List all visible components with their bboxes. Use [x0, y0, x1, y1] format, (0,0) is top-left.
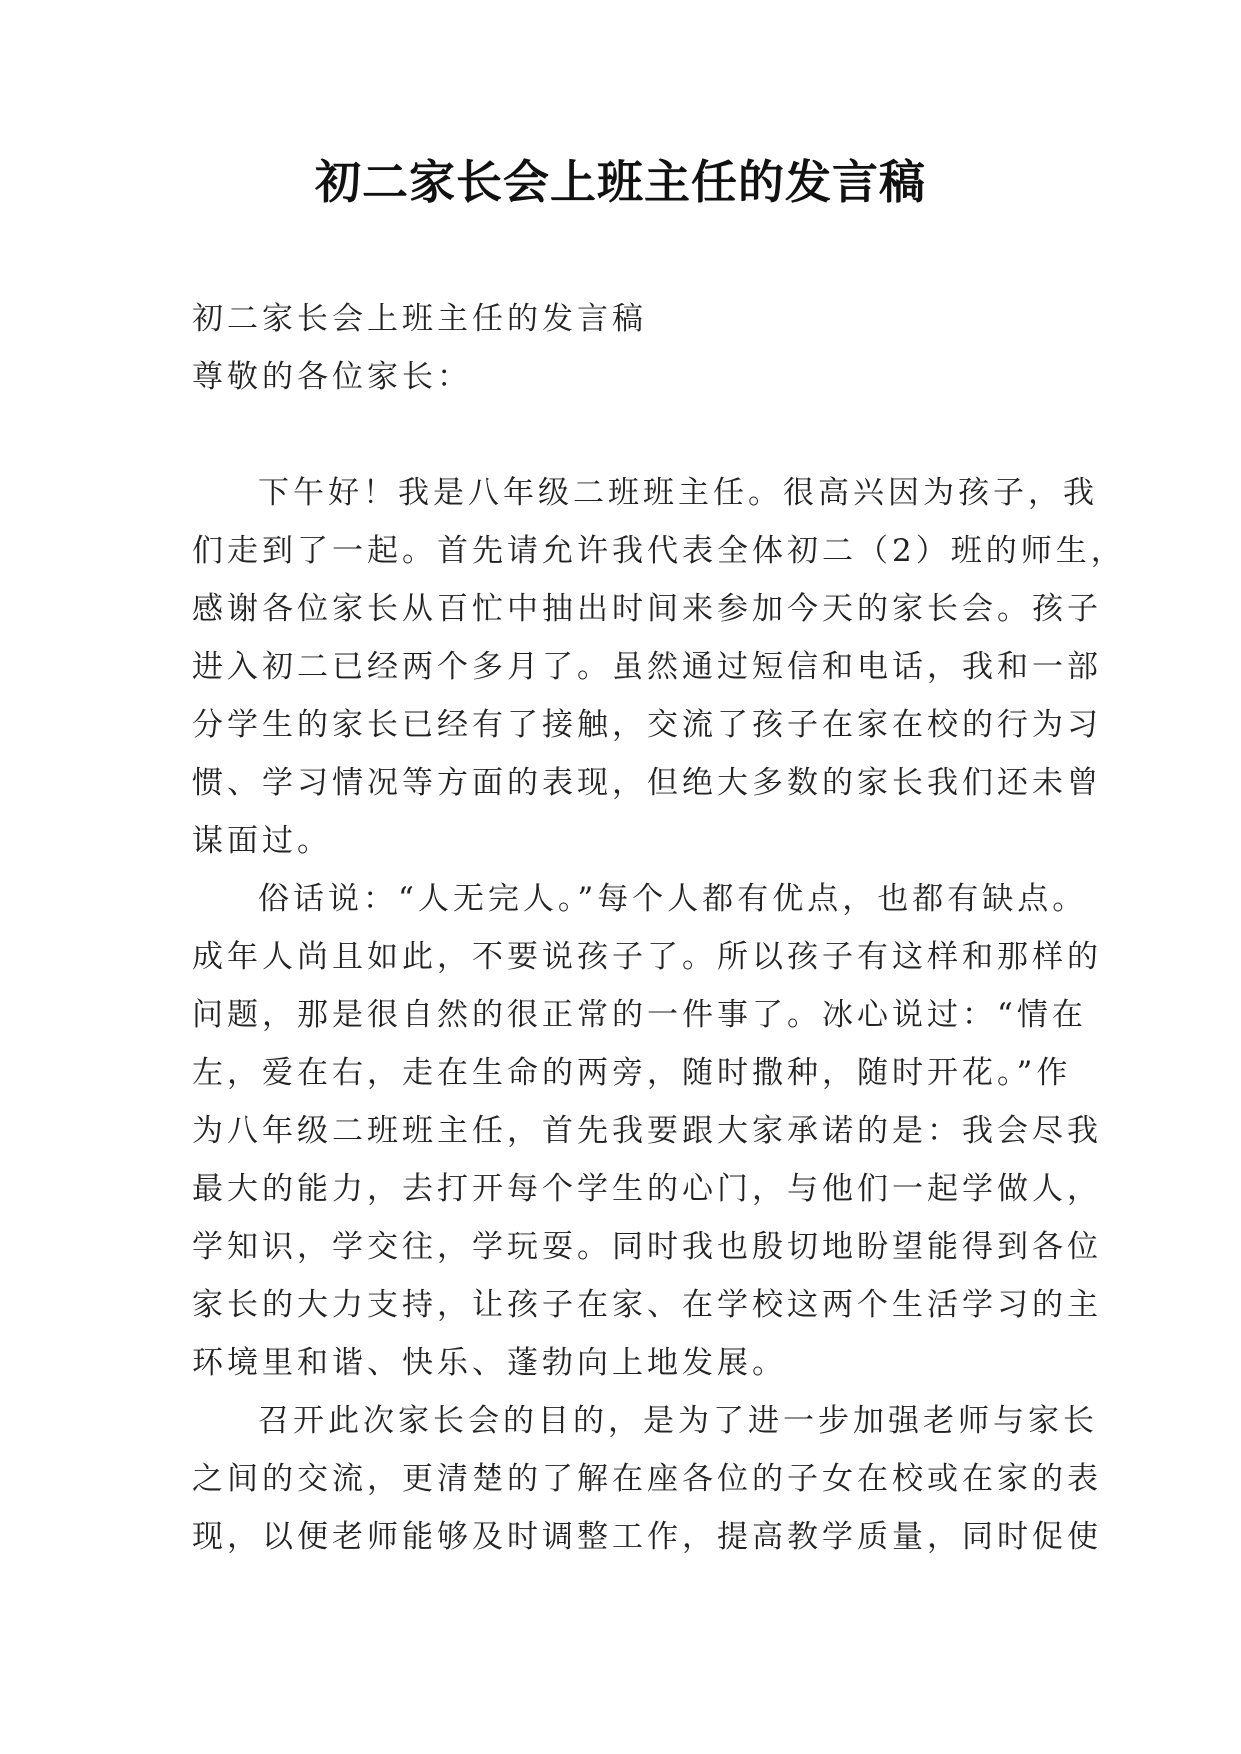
document-title: 初二家长会上班主任的发言稿 — [315, 155, 926, 209]
paragraph-line: 分学生的家长已经有了接触，交流了孩子在家在校的行为习 — [192, 707, 1102, 743]
paragraph-line: 召开此次家长会的目的，是为了进一步加强老师与家长 — [258, 1403, 1098, 1439]
paragraph-line: 现，以便老师能够及时调整工作，提高教学质量，同时促使 — [192, 1519, 1102, 1555]
paragraph-line: 问题，那是很自然的很正常的一件事了。冰心说过：“情在 — [192, 997, 1087, 1033]
paragraph-line: 俗话说：“人无完人。”每个人都有优点，也都有缺点。 — [258, 881, 1088, 917]
paragraph-line: 左，爱在右，走在生命的两旁，随时撒种，随时开花。”作 — [192, 1055, 1072, 1091]
blank-line — [192, 406, 1072, 464]
paragraph-line: 谋面过。 — [192, 823, 332, 859]
paragraph-line: 为八年级二班班主任，首先我要跟大家承诺的是：我会尽我 — [192, 1113, 1102, 1149]
paragraph-line: 学知识，学交往，学玩耍。同时我也殷切地盼望能得到各位 — [192, 1229, 1102, 1265]
document-body — [192, 290, 1126, 1566]
paragraph-line: 环境里和谐、快乐、蓬勃向上地发展。 — [192, 1345, 787, 1381]
paragraph-line: 感谢各位家长从百忙中抽出时间来参加今天的家长会。孩子 — [192, 591, 1102, 627]
paragraph-line: 家长的大力支持，让孩子在家、在学校这两个生活学习的主 — [192, 1287, 1102, 1323]
paragraph-line: 之间的交流，更清楚的了解在座各位的子女在校或在家的表 — [192, 1461, 1102, 1497]
paragraph-line: 下午好！我是八年级二班班主任。很高兴因为孩子，我 — [258, 475, 1098, 511]
paragraph-1 — [192, 464, 1126, 870]
paragraph-line: 最大的能力，去打开每个学生的心门，与他们一起学做人， — [192, 1171, 1102, 1207]
greeting: 尊敬的各位家长： — [192, 359, 472, 395]
paragraph-2 — [192, 870, 1102, 1392]
paragraph-line: 进入初二已经两个多月了。虽然通过短信和电话，我和一部 — [192, 649, 1102, 685]
paragraph-3 — [192, 1392, 1102, 1566]
paragraph-line: 们走到了一起。首先请允许我代表全体初二（2）班的师生， — [192, 533, 1126, 569]
paragraph-line: 惯、学习情况等方面的表现，但绝大多数的家长我们还未曾 — [192, 765, 1102, 801]
paragraph-line: 成年人尚且如此，不要说孩子了。所以孩子有这样和那样的 — [192, 939, 1102, 975]
document-subtitle: 初二家长会上班主任的发言稿 — [192, 301, 647, 337]
